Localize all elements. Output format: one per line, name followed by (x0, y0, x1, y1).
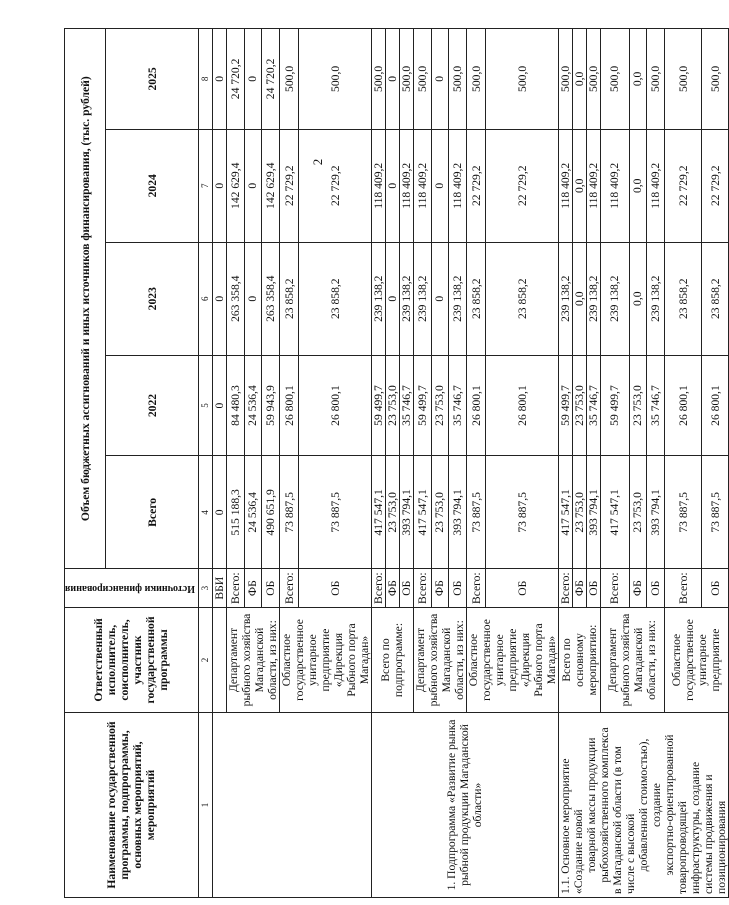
table-row (371, 29, 385, 898)
source-cell: ВБИ (212, 569, 226, 608)
value-2022: 59 499,7 (558, 355, 572, 456)
resp-dept: Департамент рыбного хозяйства Магаданской области, из них: (413, 608, 466, 713)
value-2024: 118 409,2 (600, 129, 629, 242)
table-body (212, 29, 728, 898)
value-2022: 84 480,3 (226, 355, 244, 456)
source-cell: ФБ (431, 569, 449, 608)
value-2024: 0,0 (572, 129, 586, 242)
table-row (558, 29, 572, 898)
resp-enterprise: Областное государственное унитарное предприятие (664, 608, 728, 713)
value-2024: 118 409,2 (449, 129, 467, 242)
value-2025: 500,0 (279, 29, 299, 130)
page-number-text: 2 (310, 158, 325, 166)
value-2024: 118 409,2 (413, 129, 431, 242)
resp-dept: Департамент рыбного хозяйства Магаданской области, из них: (600, 608, 664, 713)
value-2022: 24 536,4 (244, 355, 262, 456)
value-2025: 500,0 (486, 29, 559, 130)
value-total: 393 794,1 (586, 456, 600, 569)
value-2022: 0 (212, 355, 226, 456)
name-line: системы продвижения и позиционирования (701, 774, 728, 894)
value-2025: 500,0 (600, 29, 629, 130)
value-2024: 22 729,2 (466, 129, 486, 242)
value-2023: 0 (385, 242, 399, 355)
source-cell: Всего: (279, 569, 299, 608)
value-2022: 26 800,1 (466, 355, 486, 456)
value-2025: 0 (212, 29, 226, 130)
value-2022: 59 499,7 (413, 355, 431, 456)
value-2024: 22 729,2 (702, 129, 729, 242)
value-2024: 0 (431, 129, 449, 242)
value-2024: 22 729,2 (279, 129, 299, 242)
column-index: 3 (198, 569, 212, 608)
value-2023: 263 358,4 (262, 242, 280, 355)
value-total: 73 887,5 (299, 456, 372, 569)
value-2025: 0 (431, 29, 449, 130)
value-2022: 26 800,1 (279, 355, 299, 456)
value-2022: 23 753,0 (572, 355, 586, 456)
value-total: 73 887,5 (466, 456, 486, 569)
value-total: 73 887,5 (486, 456, 559, 569)
value-2024: 22 729,2 (664, 129, 702, 242)
source-cell: Всего: (466, 569, 486, 608)
source-cell: Всего: (371, 569, 385, 608)
column-index: 8 (198, 29, 212, 130)
value-2025: 24 720,2 (226, 29, 244, 130)
value-total: 23 753,0 (629, 456, 647, 569)
value-2023: 0,0 (572, 242, 586, 355)
source-cell: Всего: (413, 569, 431, 608)
value-2025: 0,0 (572, 29, 586, 130)
value-2022: 23 753,0 (385, 355, 399, 456)
value-2025: 500,0 (558, 29, 572, 130)
header-responsible: Ответственный исполнитель, соисполнитель, участник государственной программы (65, 608, 199, 713)
value-2025: 0,0 (629, 29, 647, 130)
source-cell: ОБ (586, 569, 600, 608)
value-2022: 59 943,9 (262, 355, 280, 456)
column-index: 5 (198, 355, 212, 456)
value-2025: 500,0 (647, 29, 665, 130)
source-cell: Всего: (664, 569, 702, 608)
value-2023: 0 (431, 242, 449, 355)
header-funding-group: Объем бюджетных ассигнований и иных источников финансирования, (тыс. рублей) (65, 29, 106, 569)
column-index: 4 (198, 456, 212, 569)
value-2025: 24 720,2 (262, 29, 280, 130)
source-cell: ОБ (647, 569, 665, 608)
value-total: 23 753,0 (385, 456, 399, 569)
value-2025: 500,0 (449, 29, 467, 130)
value-2024: 142 629,4 (226, 129, 244, 242)
column-index: 2 (198, 608, 212, 713)
value-2022: 23 753,0 (431, 355, 449, 456)
value-2025: 500,0 (664, 29, 702, 130)
value-2023: 239 138,2 (449, 242, 467, 355)
value-2024: 22 729,2 (486, 129, 559, 242)
name-cell-empty (212, 713, 371, 898)
value-2023: 23 858,2 (664, 242, 702, 355)
value-2024: 118 409,2 (371, 129, 385, 242)
value-2023: 0,0 (629, 242, 647, 355)
resp-enterprise: Областное государственное унитарное предприятие «Дирекция Рыбного порта Магадан» (279, 608, 371, 713)
value-2023: 0 (244, 242, 262, 355)
rotated-page (64, 28, 728, 898)
value-2025: 500,0 (399, 29, 413, 130)
header-sources (65, 569, 199, 608)
header-total: Всего (106, 456, 199, 569)
value-total: 73 887,5 (664, 456, 702, 569)
value-total: 73 887,5 (702, 456, 729, 569)
source-cell: ФБ (385, 569, 399, 608)
name-line: в Магаданской области (в том числе с высокой (610, 746, 637, 894)
header-name: Наименование государственной программы, подпрограммы, основных мероприятий, мероприятий (65, 713, 199, 898)
header-year-2022: 2022 (106, 355, 199, 456)
value-2025: 500,0 (702, 29, 729, 130)
resp-total: Всего по подпрограмме: (371, 608, 413, 713)
column-index: 6 (198, 242, 212, 355)
value-2023: 23 858,2 (279, 242, 299, 355)
resp-dept: Департамент рыбного хозяйства Магаданской области, из них: (226, 608, 279, 713)
value-2023: 239 138,2 (558, 242, 572, 355)
header-sources-text: Источники финансирования (65, 582, 195, 594)
value-2022: 26 800,1 (299, 355, 372, 456)
value-2022: 26 800,1 (702, 355, 729, 456)
column-index: 7 (198, 129, 212, 242)
value-total: 515 188,3 (226, 456, 244, 569)
value-2022: 35 746,7 (399, 355, 413, 456)
source-cell: ОБ (486, 569, 559, 608)
name-line: рыбохозяйственного комплекса (597, 727, 611, 883)
financing-table (64, 28, 729, 898)
value-2025: 500,0 (586, 29, 600, 130)
value-2024: 0 (212, 129, 226, 242)
value-2025: 0 (385, 29, 399, 130)
value-2023: 239 138,2 (647, 242, 665, 355)
source-cell: ОБ (262, 569, 280, 608)
value-total: 73 887,5 (279, 456, 299, 569)
value-total: 417 547,1 (413, 456, 431, 569)
value-2025: 500,0 (371, 29, 385, 130)
value-total: 417 547,1 (371, 456, 385, 569)
value-2023: 239 138,2 (399, 242, 413, 355)
resp-total: Всего по основному мероприятию: (558, 608, 600, 713)
subprogram-name: 1. Подпрограмма «Развитие рынка рыбной продукции Магаданской области» (371, 713, 558, 898)
source-cell: Всего: (558, 569, 572, 608)
name-line: товарной массы продукции (584, 737, 598, 873)
value-2023: 23 858,2 (466, 242, 486, 355)
value-total: 417 547,1 (558, 456, 572, 569)
value-2024: 118 409,2 (586, 129, 600, 242)
value-total: 23 753,0 (572, 456, 586, 569)
value-2023: 263 358,4 (226, 242, 244, 355)
value-2023: 23 858,2 (702, 242, 729, 355)
source-cell: ФБ (572, 569, 586, 608)
header-year-2025: 2025 (106, 29, 199, 130)
value-2023: 239 138,2 (371, 242, 385, 355)
table-row (212, 29, 226, 898)
value-2022: 26 800,1 (486, 355, 559, 456)
value-2025: 500,0 (299, 29, 372, 130)
header-year-2023: 2023 (106, 242, 199, 355)
name-line: экспортно-ориентированной (662, 734, 676, 876)
value-2025: 500,0 (413, 29, 431, 130)
source-cell: ОБ (702, 569, 729, 608)
value-2022: 26 800,1 (664, 355, 702, 456)
value-2022: 23 753,0 (629, 355, 647, 456)
value-2022: 35 746,7 (449, 355, 467, 456)
resp-enterprise: Областное государственное унитарное предприятие «Дирекция Рыбного порта Магадан» (466, 608, 558, 713)
value-2024: 142 629,4 (262, 129, 280, 242)
value-2023: 23 858,2 (486, 242, 559, 355)
name-line: товаропроводящей инфраструктуры, создание (675, 761, 702, 894)
value-2023: 239 138,2 (586, 242, 600, 355)
value-total: 393 794,1 (647, 456, 665, 569)
source-cell: ОБ (299, 569, 372, 608)
value-2022: 59 499,7 (371, 355, 385, 456)
value-2025: 0 (244, 29, 262, 130)
name-line: 1.1. Основное мероприятие «Создание новой (558, 758, 585, 894)
value-2023: 239 138,2 (413, 242, 431, 355)
value-2024: 22 729,2 (299, 129, 372, 242)
value-2024: 0 (244, 129, 262, 242)
source-cell: Всего: (226, 569, 244, 608)
value-total: 417 547,1 (600, 456, 629, 569)
column-index: 1 (198, 713, 212, 898)
name-line: добавленной стоимостью), создание (636, 738, 663, 872)
value-total: 393 794,1 (399, 456, 413, 569)
value-2023: 23 858,2 (299, 242, 372, 355)
source-cell: Всего: (600, 569, 629, 608)
value-total: 23 753,0 (431, 456, 449, 569)
main-activity-name (558, 713, 728, 898)
value-2024: 118 409,2 (647, 129, 665, 242)
value-2023: 0 (212, 242, 226, 355)
value-2024: 118 409,2 (558, 129, 572, 242)
value-2025: 500,0 (466, 29, 486, 130)
value-total: 0 (212, 456, 226, 569)
source-cell: ОБ (449, 569, 467, 608)
value-2024: 0 (385, 129, 399, 242)
value-2022: 59 499,7 (600, 355, 629, 456)
value-total: 490 651,9 (262, 456, 280, 569)
source-cell: ФБ (629, 569, 647, 608)
source-cell: ОБ (399, 569, 413, 608)
value-total: 393 794,1 (449, 456, 467, 569)
source-cell: ФБ (244, 569, 262, 608)
value-total: 24 536,4 (244, 456, 262, 569)
header-year-2024: 2024 (106, 129, 199, 242)
value-2024: 0,0 (629, 129, 647, 242)
value-2023: 239 138,2 (600, 242, 629, 355)
value-2024: 118 409,2 (399, 129, 413, 242)
resp-cell-empty (212, 608, 226, 713)
value-2022: 35 746,7 (586, 355, 600, 456)
value-2022: 35 746,7 (647, 355, 665, 456)
